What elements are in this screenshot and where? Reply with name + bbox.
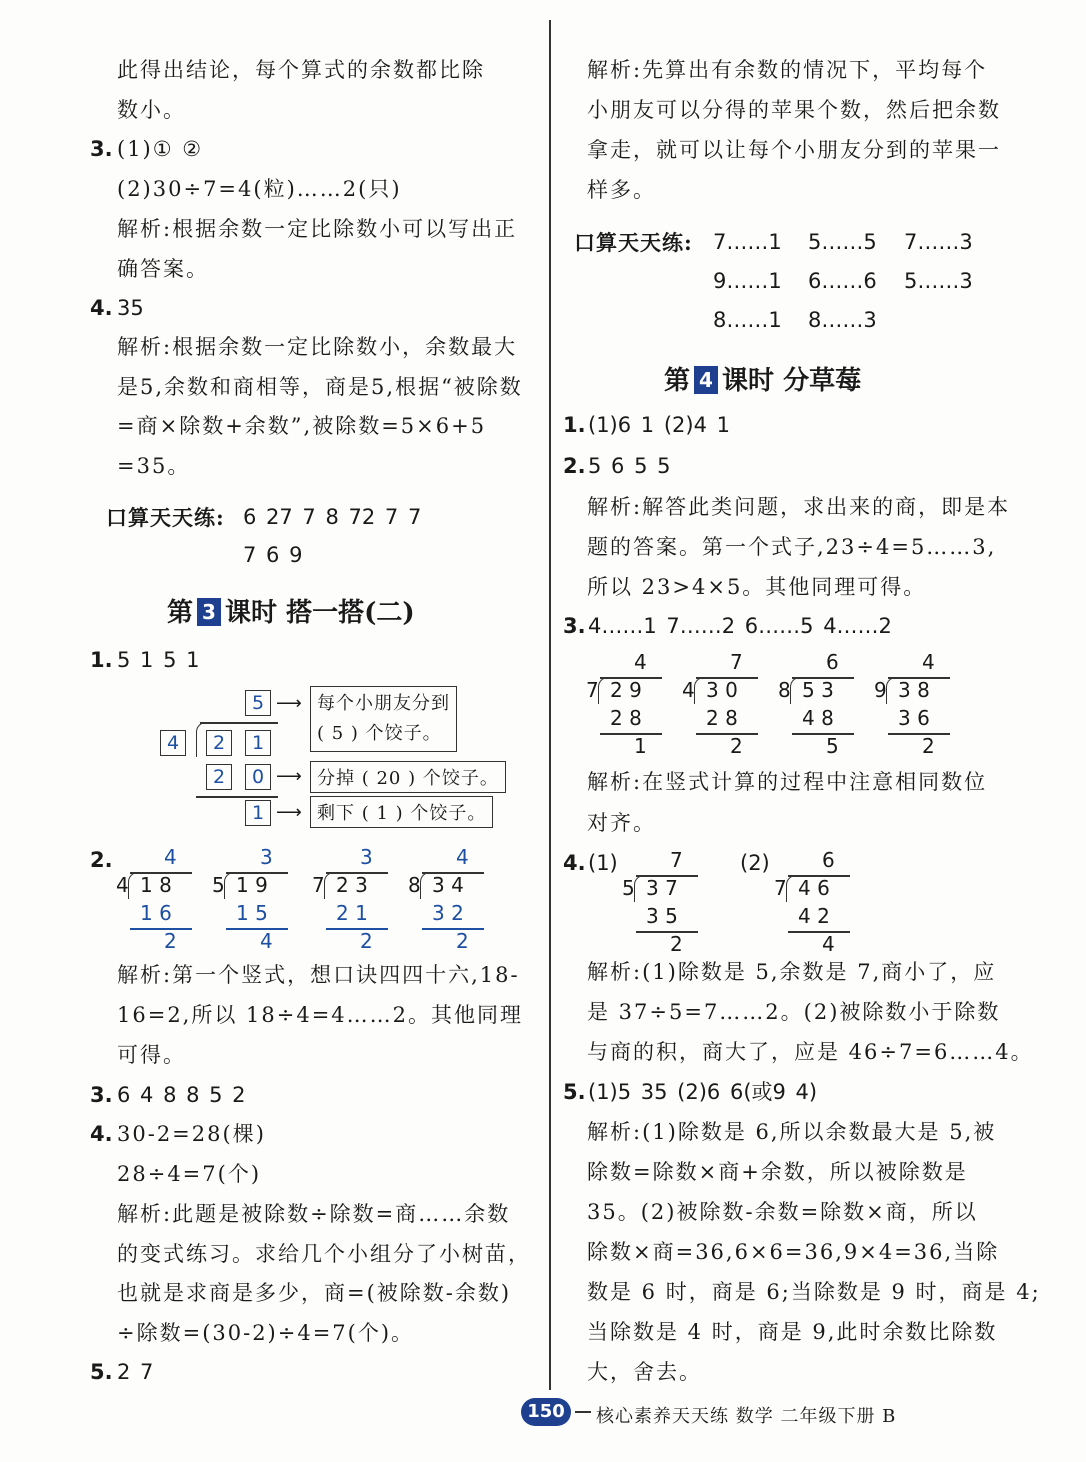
analysis-text: 与商的积，商大了，应是 46÷7=6……4。 — [587, 1040, 1034, 1064]
subtraction-bar — [600, 733, 662, 735]
oral-practice-label: 口算天天练: — [106, 505, 225, 530]
analysis-text: 解析:先算出有余数的情况下，平均每个 — [587, 58, 988, 82]
subtraction-bar — [888, 733, 950, 735]
text-line: 数小。 — [117, 98, 186, 122]
lesson-title — [167, 598, 415, 626]
answer-text: 4……1 7……2 6……5 4……2 — [588, 614, 892, 638]
question-number: 1. — [563, 413, 586, 437]
product: 4 2 — [798, 904, 830, 928]
analysis-text: 是5,余数和商相等，商是5,根据“被除数 — [117, 375, 523, 399]
footer-title: 核心素养天天练 数学 二年级下册 B — [596, 1406, 897, 1427]
analysis-text: 也就是求商是多少，商=(被除数-余数) — [117, 1281, 512, 1305]
explanation-line: 每个小朋友分到 — [317, 693, 450, 714]
remainder: 2 — [164, 929, 177, 953]
dividend: 3 8 — [898, 678, 930, 702]
analysis-text: 可得。 — [117, 1043, 186, 1067]
oral-practice-answers: 6 27 7 8 72 7 7 — [243, 505, 422, 529]
product: 2 8 — [706, 706, 738, 730]
dividend-digit-box: 1 — [245, 730, 271, 756]
dividend: 5 3 — [802, 678, 834, 702]
oral-practice-answer: 9……1 — [713, 269, 782, 293]
divisor: 8 — [778, 678, 791, 702]
analysis-text: 解析:第一个竖式，想口诀四四十六,18- — [117, 963, 520, 987]
question-number: 1. — [90, 648, 113, 672]
analysis-text: 解析:(1)除数是 6,所以余数最大是 5,被 — [587, 1120, 997, 1144]
divisor: 5 — [212, 873, 225, 897]
answer-text: 28÷4=7(个) — [117, 1162, 262, 1186]
question-number: 4. — [90, 296, 113, 320]
oral-practice-answer: 5……3 — [904, 269, 973, 293]
quotient-box: 5 — [245, 690, 271, 716]
explanation-line: ( 5 ) 个饺子。 — [317, 723, 442, 744]
divisor: 8 — [408, 873, 421, 897]
remainder-box: 1 — [245, 800, 271, 826]
product: 2 8 — [610, 706, 642, 730]
division-bar — [196, 796, 278, 798]
analysis-text: 确答案。 — [117, 257, 209, 281]
product: 3 2 — [432, 901, 464, 925]
explanation-box: 剩下 ( 1 ) 个饺子。 — [310, 796, 493, 828]
oral-practice-answers: 7 6 9 — [243, 543, 303, 567]
footer-divider — [575, 1411, 591, 1413]
analysis-text: 当除数是 4 时，商是 9,此时余数比除数 — [587, 1320, 998, 1344]
analysis-text: 解析:此题是被除数÷除数=商……余数 — [117, 1202, 511, 1226]
product: 1 5 — [236, 901, 268, 925]
answer-text: (1)① ② — [117, 137, 204, 161]
question-number: 2. — [90, 848, 113, 872]
product-digit-box: 0 — [245, 764, 271, 790]
analysis-text: 16=2,所以 18÷4=4……2。其他同理 — [117, 1003, 524, 1027]
analysis-text: 拿走，就可以让每个小朋友分到的苹果一 — [587, 138, 1001, 162]
analysis-text: =35。 — [117, 454, 191, 478]
remainder: 2 — [360, 929, 373, 953]
oral-practice-answer: 6……6 — [808, 269, 877, 293]
remainder: 2 — [670, 932, 683, 956]
dividend: 1 9 — [236, 873, 268, 897]
remainder: 2 — [922, 734, 935, 758]
subtraction-bar — [696, 733, 758, 735]
quotient: 7 — [730, 650, 743, 674]
analysis-text: 所以 23>4×5。其他同理可得。 — [587, 575, 927, 599]
divisor: 9 — [874, 678, 887, 702]
quotient: 4 — [922, 650, 935, 674]
dividend: 3 4 — [432, 873, 464, 897]
subtraction-bar — [422, 928, 484, 930]
analysis-text: 题的答案。第一个式子,23÷4=5……3, — [587, 535, 997, 559]
analysis-text: 样多。 — [587, 178, 656, 202]
analysis-text: 解析:在竖式计算的过程中注意相同数位 — [587, 770, 988, 794]
answer-text: (1)6 1 (2)4 1 — [588, 413, 730, 437]
dividend: 4 6 — [798, 876, 830, 900]
analysis-text: ÷除数=(30-2)÷4=7(个)。 — [117, 1321, 415, 1345]
quotient: 6 — [826, 650, 839, 674]
question-number: 5. — [563, 1080, 586, 1104]
analysis-text: 是 37÷5=7……2。(2)被除数小于除数 — [587, 1000, 1001, 1024]
analysis-text: 对齐。 — [587, 811, 656, 835]
arrow-icon: ⟶ — [276, 802, 302, 823]
divisor: 7 — [586, 678, 599, 702]
product: 2 1 — [336, 901, 368, 925]
subtraction-bar — [792, 733, 854, 735]
remainder: 1 — [634, 734, 647, 758]
divisor: 4 — [116, 873, 129, 897]
lesson-number-badge: 3 — [197, 598, 221, 626]
remainder: 2 — [456, 929, 469, 953]
answer-text: 35 — [117, 296, 144, 320]
sub-question-label: (2) — [740, 851, 770, 875]
explanation-box: 分掉 ( 20 ) 个饺子。 — [310, 761, 506, 793]
answer-text: 30-2=28(棵) — [117, 1122, 266, 1146]
subtraction-bar — [226, 928, 288, 930]
answer-text: 5 1 5 1 — [117, 648, 200, 672]
analysis-text: 的变式练习。求给几个小组分了小树苗， — [117, 1242, 531, 1266]
analysis-text: 解析:根据余数一定比除数小，余数最大 — [117, 335, 518, 359]
oral-practice-answer: 8……1 — [713, 308, 782, 332]
arrow-icon: ⟶ — [276, 766, 302, 787]
question-number: 3. — [563, 614, 586, 638]
division-bar — [200, 722, 278, 724]
divisor-box: 4 — [160, 730, 186, 756]
dividend-digit-box: 2 — [206, 730, 232, 756]
subtraction-bar — [326, 928, 388, 930]
quotient: 4 — [164, 845, 177, 869]
oral-practice-answer: 8……3 — [808, 308, 877, 332]
oral-practice-answer: 7……3 — [904, 230, 973, 254]
remainder: 5 — [826, 734, 839, 758]
quotient: 3 — [260, 845, 273, 869]
quotient: 3 — [360, 845, 373, 869]
divisor: 7 — [774, 876, 787, 900]
answer-text: 6 4 8 8 5 2 — [117, 1083, 246, 1107]
dividend: 2 9 — [610, 678, 642, 702]
lesson-title-prefix: 第 — [664, 366, 691, 396]
quotient: 4 — [456, 845, 469, 869]
lesson-title-text: 课时 搭一搭(二) — [225, 598, 415, 628]
answer-text: 5 6 5 5 — [588, 454, 671, 478]
subtraction-bar — [788, 931, 850, 933]
question-number: 4. — [90, 1122, 113, 1146]
lesson-title-text: 课时 分草莓 — [722, 366, 862, 396]
explanation-box — [310, 686, 457, 752]
subtraction-bar — [636, 931, 698, 933]
lesson-title-prefix: 第 — [167, 598, 194, 628]
question-number: 3. — [90, 137, 113, 161]
quotient: 7 — [670, 848, 683, 872]
divisor: 5 — [622, 876, 635, 900]
analysis-text: 35。(2)被除数-余数=除数×商，所以 — [587, 1200, 978, 1224]
dividend: 3 0 — [706, 678, 738, 702]
divisor: 7 — [312, 873, 325, 897]
arrow-icon: ⟶ — [276, 693, 302, 714]
remainder: 4 — [260, 929, 273, 953]
analysis-text: 数是 6 时，商是 6;当除数是 9 时，商是 4; — [587, 1280, 1041, 1304]
question-number: 5. — [90, 1360, 113, 1384]
question-number: 2. — [563, 454, 586, 478]
answer-text: 2 7 — [117, 1360, 154, 1384]
text-line: 此得出结论，每个算式的余数都比除 — [117, 58, 485, 82]
analysis-text: =商×除数+余数”,被除数=5×6+5 — [117, 414, 487, 438]
remainder: 4 — [822, 932, 835, 956]
question-number: 4. — [563, 851, 586, 875]
answer-text: (1)5 35 (2)6 6(或9 4) — [588, 1080, 818, 1104]
product: 3 6 — [898, 706, 930, 730]
product: 1 6 — [140, 901, 172, 925]
oral-practice-answer: 7……1 — [713, 230, 782, 254]
analysis-text: 解析:解答此类问题，求出来的商，即是本 — [587, 495, 1011, 519]
question-number: 3. — [90, 1083, 113, 1107]
analysis-text: 除数=除数×商+余数，所以被除数是 — [587, 1160, 968, 1184]
remainder: 2 — [730, 734, 743, 758]
subtraction-bar — [130, 928, 192, 930]
answer-text: (2)30÷7=4(粒)……2(只) — [117, 177, 402, 201]
oral-practice-answer: 5……5 — [808, 230, 877, 254]
page-number: 150 — [521, 1398, 571, 1426]
quotient: 4 — [634, 650, 647, 674]
analysis-text: 除数×商=36,6×6=36,9×4=36,当除 — [587, 1240, 1000, 1264]
product: 4 8 — [802, 706, 834, 730]
sub-question-label: (1) — [588, 851, 618, 875]
lesson-title — [664, 366, 861, 394]
product: 3 5 — [646, 904, 678, 928]
column-divider — [549, 20, 551, 1390]
analysis-text: 解析:根据余数一定比除数小可以写出正 — [117, 217, 518, 241]
dividend: 3 7 — [646, 876, 678, 900]
dividend: 1 8 — [140, 873, 172, 897]
dividend: 2 3 — [336, 873, 368, 897]
divisor: 4 — [682, 678, 695, 702]
lesson-number-badge: 4 — [694, 366, 718, 394]
product-digit-box: 2 — [206, 764, 232, 790]
analysis-text: 解析:(1)除数是 5,余数是 7,商小了，应 — [587, 960, 997, 984]
analysis-text: 大，舍去。 — [587, 1360, 702, 1384]
quotient: 6 — [822, 848, 835, 872]
analysis-text: 小朋友可以分得的苹果个数，然后把余数 — [587, 98, 1001, 122]
oral-practice-label: 口算天天练: — [574, 230, 693, 255]
